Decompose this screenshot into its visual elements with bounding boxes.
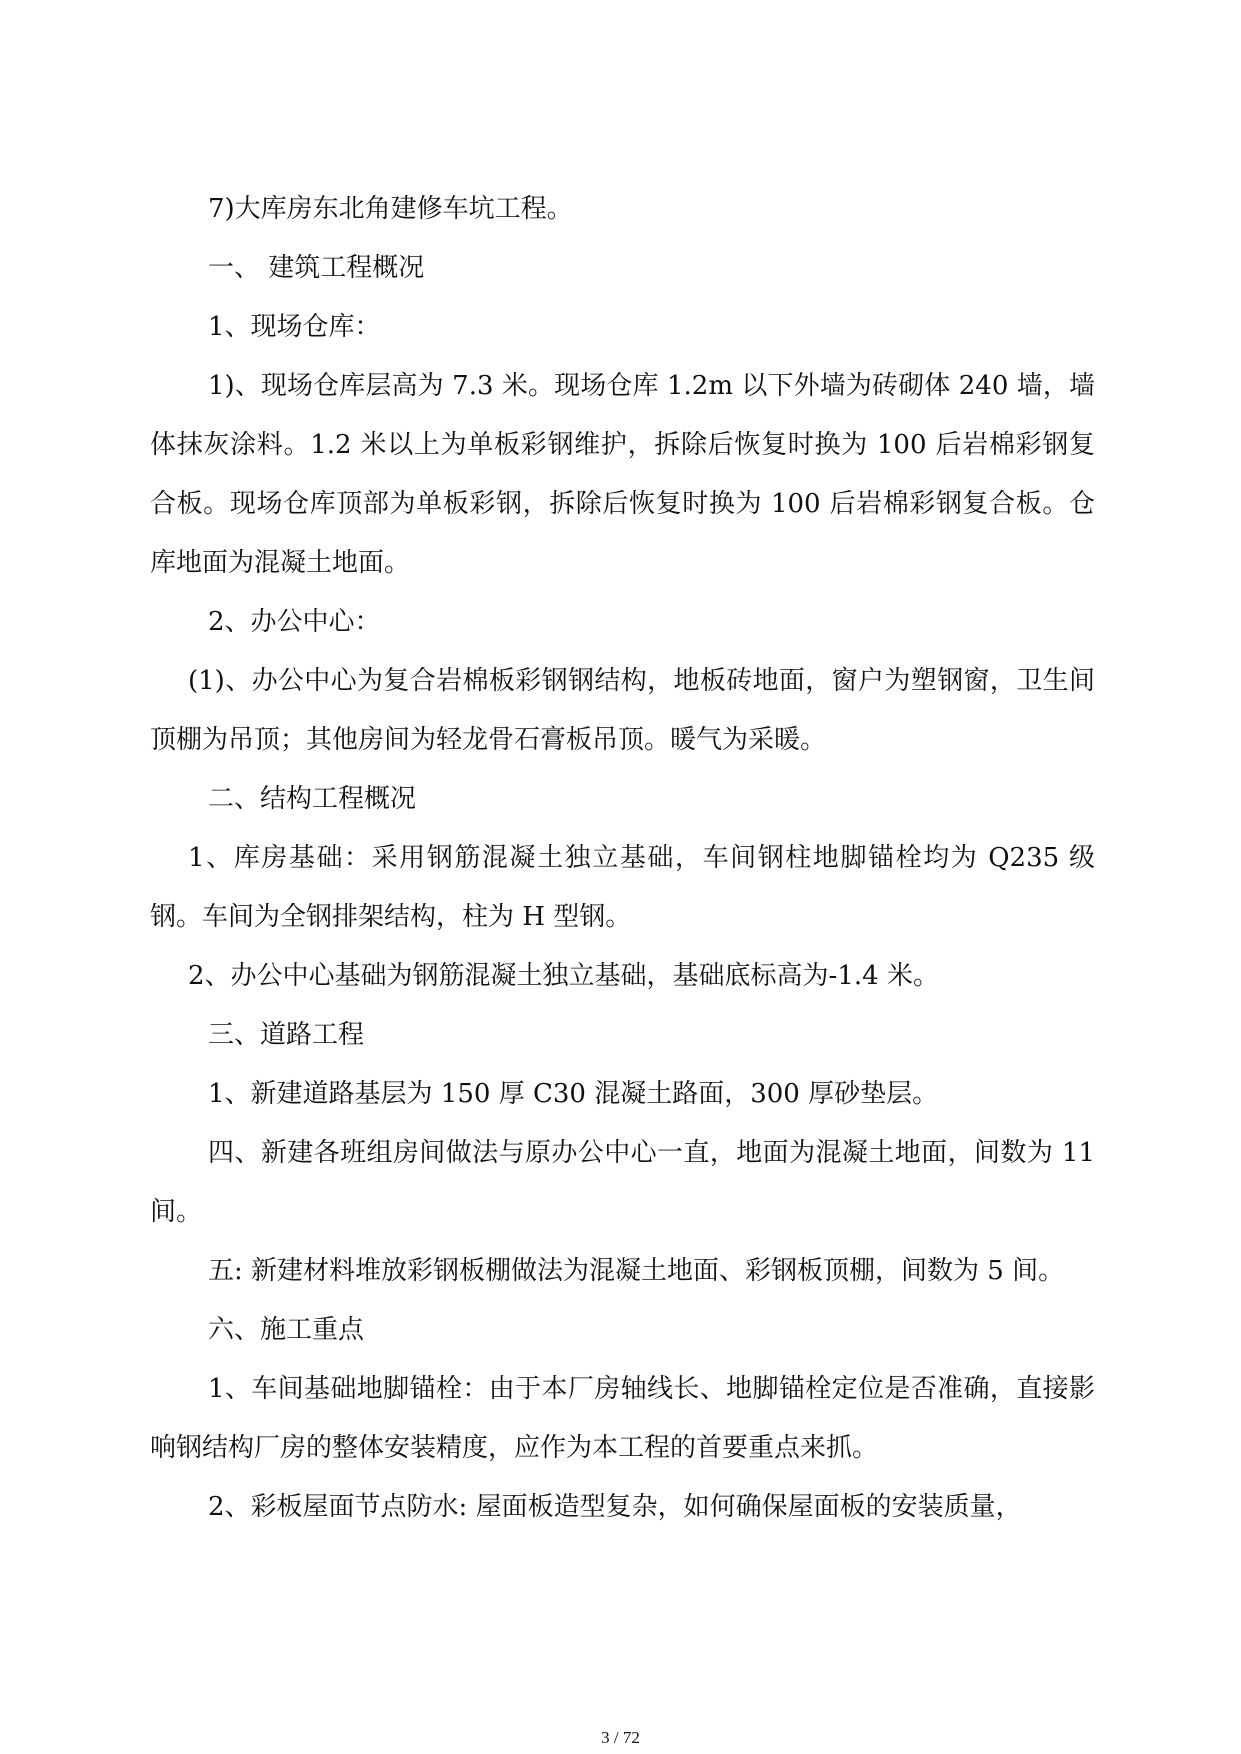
paragraph-material-shed: 五: 新建材料堆放彩钢板棚做法为混凝土地面、彩钢板顶棚，间数为 5 间。 <box>208 1256 1065 1286</box>
section-heading-building: 一、 建筑工程概况 <box>208 253 425 283</box>
section-heading-road: 三、道路工程 <box>208 1020 365 1050</box>
paragraph-road-details: 1、新建道路基层为 150 厚 C30 混凝土路面，300 厚砂垫层。 <box>208 1079 939 1109</box>
paragraph-warehouse-details: 1)、现场仓库层高为 7.3 米。现场仓库 1.2m 以下外墙为砖砌体 240 墙，墙体抹灰涂料。1.2 米以上为单板彩钢维护，拆除后恢复时换为 100 后岩棉彩钢复合板。现场仓库顶部为单板彩钢，拆除后恢复时换为 100 后岩棉彩钢复合板。仓库地面为混凝土地面。 <box>150 371 1095 578</box>
paragraph-anchor-bolts: 1、车间基础地脚锚栓：由于本厂房轴线长、地脚锚栓定位是否准确，直接影响钢结构厂房的整体安装精度，应作为本工程的首要重点来抓。 <box>150 1374 1095 1463</box>
paragraph-storage-foundation: 1、库房基础：采用钢筋混凝土独立基础，车间钢柱地脚锚栓均为 Q235 级钢。车间为全钢排架结构，柱为 H 型钢。 <box>150 843 1095 932</box>
subheading-office: 2、办公中心： <box>208 607 381 637</box>
document-body <box>150 180 1095 1537</box>
section-heading-structure: 二、结构工程概况 <box>208 784 417 814</box>
page-number: 3 / 72 <box>601 1728 640 1747</box>
paragraph-team-rooms: 四、新建各班组房间做法与原办公中心一直，地面为混凝土地面，间数为 11 间。 <box>150 1138 1095 1227</box>
paragraph-office-details: (1)、办公中心为复合岩棉板彩钢钢结构，地板砖地面，窗户为塑钢窗，卫生间顶棚为吊顶；其他房间为轻龙骨石膏板吊顶。暖气为采暖。 <box>150 666 1095 755</box>
paragraph-roof-waterproofing: 2、彩板屋面节点防水: 屋面板造型复杂，如何确保屋面板的安装质量， <box>208 1492 1022 1522</box>
paragraph-item-7: 7)大库房东北角建修车坑工程。 <box>208 194 573 224</box>
section-heading-key-points: 六、施工重点 <box>208 1315 365 1345</box>
paragraph-office-foundation: 2、办公中心基础为钢筋混凝土独立基础，基础底标高为-1.4 米。 <box>188 961 939 991</box>
subheading-warehouse: 1、现场仓库： <box>208 312 381 342</box>
